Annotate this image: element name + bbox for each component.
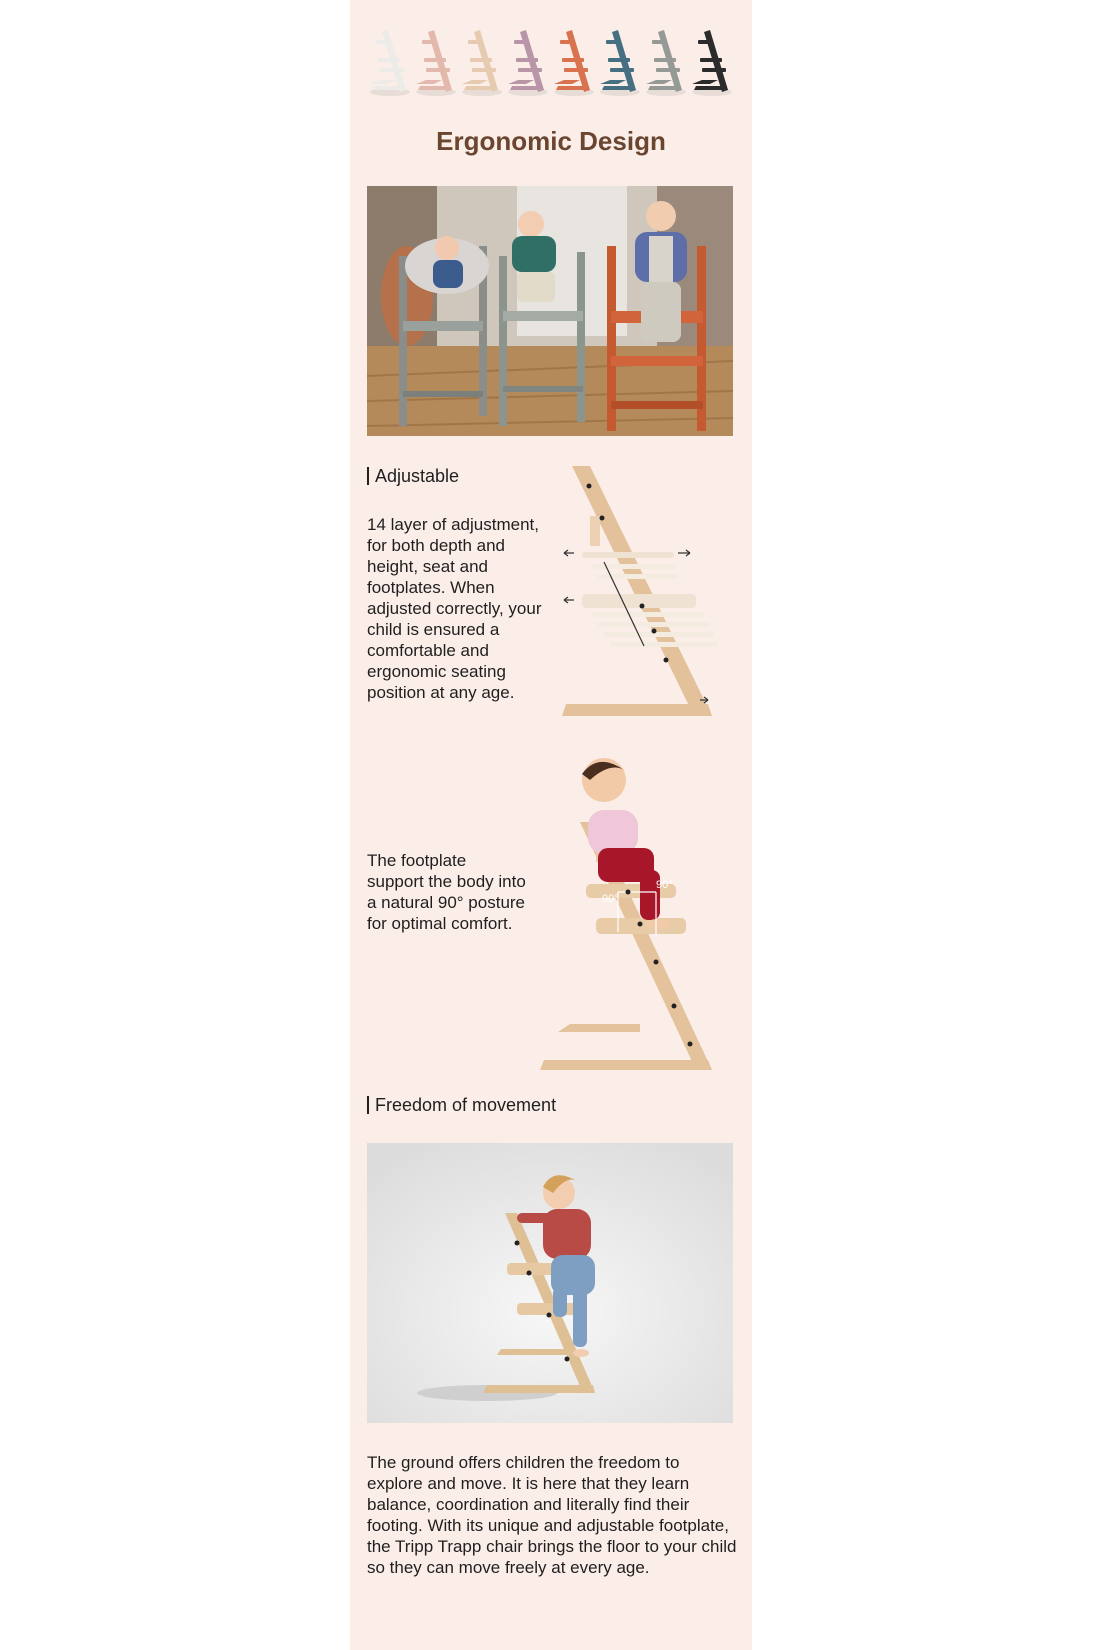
chair-swatch-blue-icon[interactable] xyxy=(596,28,644,98)
chair-swatch-grey-icon[interactable] xyxy=(642,28,690,98)
freedom-text: The ground offers children the freedom to explore and move. It is here that they learn balance, coordination and literally find their footing. With its unique and adjustable footplate, the Tripp Trapp chair brings the floor to your child so they can move freely at every age. xyxy=(367,1453,737,1577)
chair-swatch-lilac-icon[interactable] xyxy=(504,28,552,98)
baby-posture-illustration xyxy=(540,752,740,1072)
email-content xyxy=(350,0,752,1650)
freedom-label: Freedom of movement xyxy=(367,1096,556,1114)
posture-text: The footplate support the body into a natural 90° posture for optimal comfort. xyxy=(367,851,526,933)
chair-swatch-pink-icon[interactable] xyxy=(412,28,460,98)
adjustable-text: 14 layer of adjustment, for both depth and height, seat and footplates. When adjusted correctly, your child is ensured a comfortable and ergonomic seating position at any age. xyxy=(367,515,542,702)
children-in-chairs-photo xyxy=(367,186,733,436)
angle-label-knee: 90° xyxy=(656,879,673,891)
chair-swatch-beige-icon[interactable] xyxy=(458,28,506,98)
adjustable-chair-illustration xyxy=(562,466,742,718)
section-heading: Ergonomic Design xyxy=(436,126,666,156)
child-climbing-photo xyxy=(367,1143,733,1423)
color-swatches xyxy=(366,28,736,100)
chair-swatch-terracotta-icon[interactable] xyxy=(550,28,598,98)
adjustable-label: Adjustable xyxy=(367,467,459,485)
chair-swatch-black-icon[interactable] xyxy=(688,28,736,98)
chair-swatch-white-icon[interactable] xyxy=(366,28,414,98)
angle-label-hip: 90° xyxy=(602,893,619,905)
